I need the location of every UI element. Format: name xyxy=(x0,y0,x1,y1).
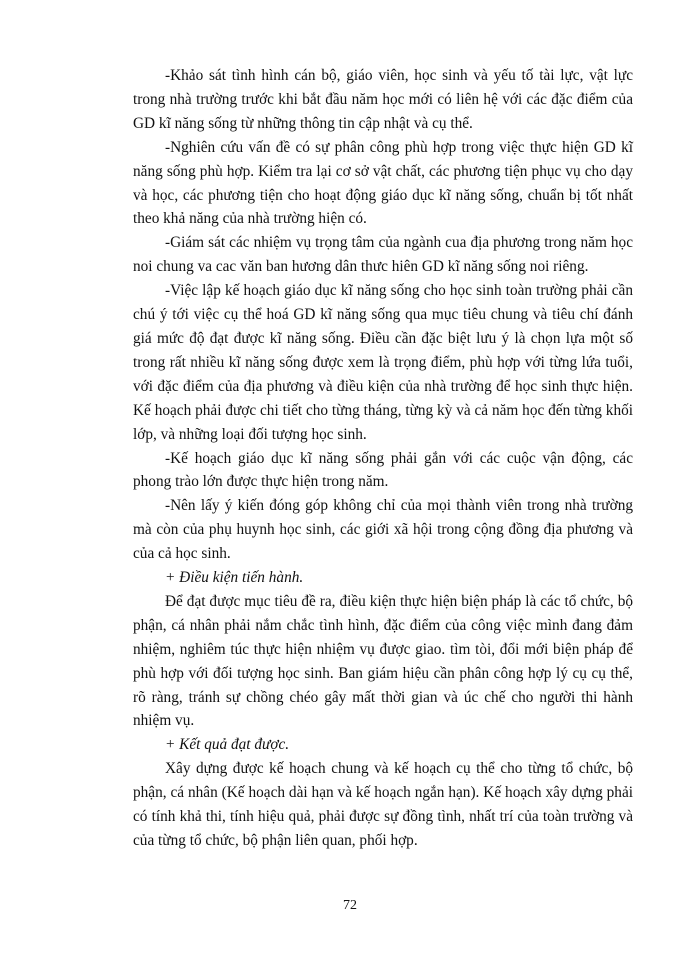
paragraph-survey: -Khảo sát tình hình cán bộ, giáo viên, học sinh và yếu tố tài lực, vật lực trong nhà trường trước khi bắt đầu năm học mới có liên hệ với các đặc điểm của GD kĩ năng sống từ những thông tin cập nhật và cụ thể. xyxy=(133,67,633,132)
paragraph-supervision: -Giám sát các nhiệm vụ trọng tâm của ngành cua địa phương trong năm học noi chung va cac văn ban hương dân thưc hiên GD kĩ năng sống noi riêng. xyxy=(133,234,633,276)
page-number: 72 xyxy=(343,898,357,913)
paragraph-research: -Nghiên cứu vấn đề có sự phân công phù hợp trong việc thực hiện GD kĩ năng sống phù hợp. Kiểm tra lại cơ sở vật chất, các phương tiện phục vụ cho dạy và học, các phương tiện cho hoạt động giáo dục kĩ năng sống, chuẩn bị tốt nhất theo khả năng của nhà trường hiện có. xyxy=(133,138,633,228)
heading-conditions: + Điều kiện tiến hành. xyxy=(165,569,304,587)
heading-results: + Kết quả đạt được. xyxy=(165,736,290,754)
paragraph-planning: -Việc lập kế hoạch giáo dục kĩ năng sống cho học sinh toàn trường phải cần chú ý tới việc cụ thể hoá GD kĩ năng sống qua mục tiêu chung và tiêu chí đánh giá mức độ đạt được kĩ năng sống. Điều cần đặc biệt lưu ý là chọn lựa một số trong rất nhiều kĩ năng sống được xem là trọng điểm, phù hợp với từng lứa tuổi, với đặc điểm của địa phương và điều kiện của nhà trường để học sinh thực hiện. Kế hoạch phải được chi tiết cho từng tháng, từng kỳ và cả năm học đến từng khối lớp, và những loại đối tượng học sinh. xyxy=(133,282,633,443)
paragraph-feedback: -Nên lấy ý kiến đóng góp không chỉ của mọi thành viên trong nhà trường mà còn của phụ huynh học sinh, các giới xã hội trong cộng đồng địa phương và của cả học sinh. xyxy=(133,497,633,563)
paragraph-conditions: Để đạt được mục tiêu đề ra, điều kiện thực hiện biện pháp là các tổ chức, bộ phận, cá nhân phải nắm chắc tình hình, đặc điểm của công việc mình đang đảm nhiệm, nghiêm túc thực hiện nhiệm vụ được giao. tìm tòi, đổi mới biện pháp để phù hợp với đối tượng học sinh. Ban giám hiệu cần phân công hợp lý cụ cụ thể, rõ ràng, tránh sự chồng chéo gây mất thời gian và úc chế cho người thi hành nhiệm vụ. xyxy=(133,592,633,730)
page-body xyxy=(133,64,633,853)
paragraph-campaigns: -Kế hoạch giáo dục kĩ năng sống phải gắn với các cuộc vận động, các phong trào lớn được thực hiện trong năm. xyxy=(133,449,633,491)
paragraph-results: Xây dựng được kế hoạch chung và kế hoạch cụ thể cho từng tổ chức, bộ phận, cá nhân (Kế hoạch dài hạn và kế hoạch ngắn hạn). Kế hoạch xây dựng phải có tính khả thi, tính hiệu quả, phải được sự đồng tình, nhất trí của toàn trường và của từng tổ chức, bộ phận liên quan, phối hợp. xyxy=(133,760,633,849)
